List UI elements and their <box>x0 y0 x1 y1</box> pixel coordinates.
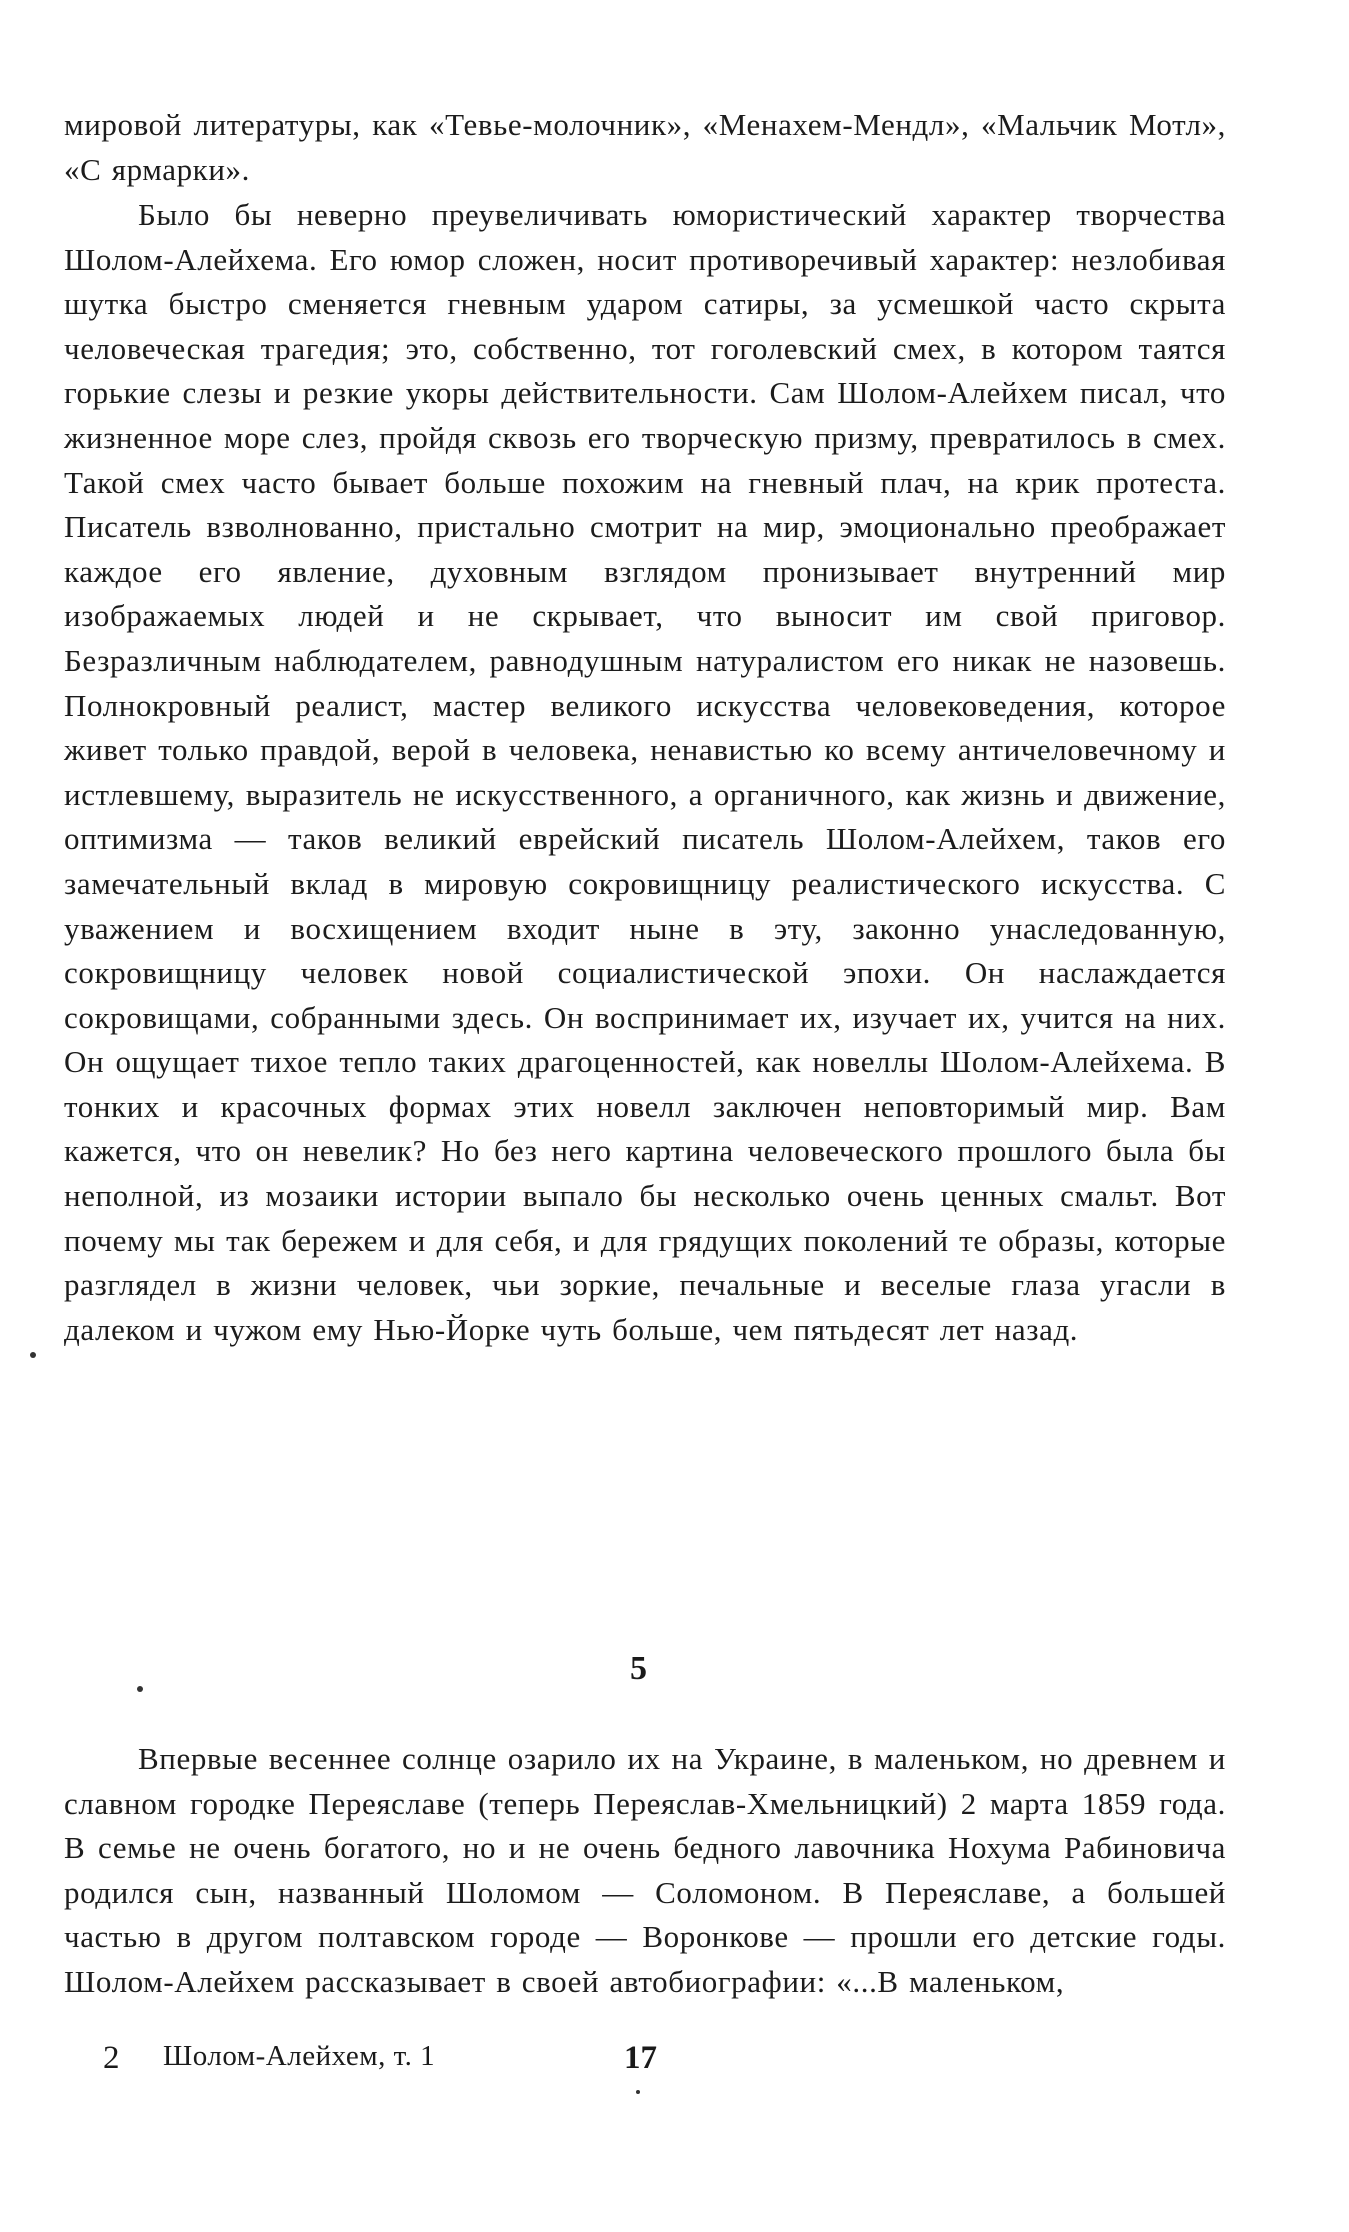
continuation-paragraph <box>64 103 1226 192</box>
paragraph-text: Впервые весеннее солнце озарило их на Украине, в маленьком, но древнем и славном городке Переяславе (теперь Переяслав-Хмельницкий) 2 марта 1859 года. В семье не очень богатого, но и не очень бедного лавочника Нохума Рабиновича родился сын, названный Шоломом — Соломоном. В Переяславе, а большей частью в другом полтавском городе — Воронкове — прошли его детские годы. Шолом-Алейхем рассказывает в своей автобиографии: «...В маленьком, <box>64 1741 1226 1999</box>
scan-speck <box>636 2090 640 2094</box>
section-number: 5 <box>630 1650 647 1687</box>
paragraph-text: мировой литературы, как «Тевье-молочник», «Менахем-Мендл», «Мальчик Мотл», «С ярмарки». <box>64 107 1226 187</box>
signature-text: Шолом-Алейхем, т. 1 <box>163 2040 436 2072</box>
paragraph-text: Было бы неверно преувеличивать юмористический характер творчества Шолом-Алейхема. Его юмор сложен, носит противоречивый характер: незлобивая шутка быстро сменяется гневным ударом сатиры, за усмешкой часто скрыта человеческая трагедия; это, собственно, тот гоголевский смех, в котором таятся горькие слезы и резкие укоры действительности. Сам Шолом-Алейхем писал, что жизненное море слез, пройдя сквозь его творческую призму, превратилось в смех. Такой смех часто бывает больше похожим на гневный плач, на крик протеста. Писатель взволнованно, пристально смотрит на мир, эмоционально преображает каждое его явление, духовным взглядом пронизывает внутренний мир изображаемых людей и не скрывает, что выносит им свой приговор. Безразличным наблюдателем, равнодушным натуралистом его никак не назовешь. Полнокровный реалист, мастер великого искусства человековедения, которое живет только правдой, верой в человека, ненавистью ко всему античеловечному и истлевшему, выразитель не искусственного, а органичного, как жизнь и движение, оптимизма — таков великий еврейский писатель Шолом-Алейхем, таков его замечательный вклад в мировую сокровищницу реалистического искусства. С уважением и восхищением входит ныне в эту, законно унаследованную, сокровищницу человек новой социалистической эпохи. Он наслаждается сокровищами, собранными здесь. Он воспринимает их, изучает их, учится на них. Он ощущает тихое тепло таких драгоценностей, как новеллы Шолом-Алейхема. В тонких и красочных формах этих новелл заключен неповторимый мир. Вам кажется, что он невелик? Но без него картина человеческого прошлого была бы неполной, из мозаики истории выпало бы несколько очень ценных смальт. Вот почему мы так бережем и для себя, и для грядущих поколений те образы, которые разглядел в жизни человек, чьи зоркие, печальные и веселые глаза угасли в далеком и чужом ему Нью-Йорке чуть больше, чем пятьдесят лет назад. <box>64 197 1226 1347</box>
signature-number: 2 <box>103 2040 120 2076</box>
main-paragraph <box>64 193 1226 1352</box>
page-number: 17 <box>624 2040 657 2076</box>
scan-speck <box>137 1686 143 1692</box>
section-start-paragraph <box>64 1737 1226 2005</box>
scan-speck <box>30 1352 36 1358</box>
